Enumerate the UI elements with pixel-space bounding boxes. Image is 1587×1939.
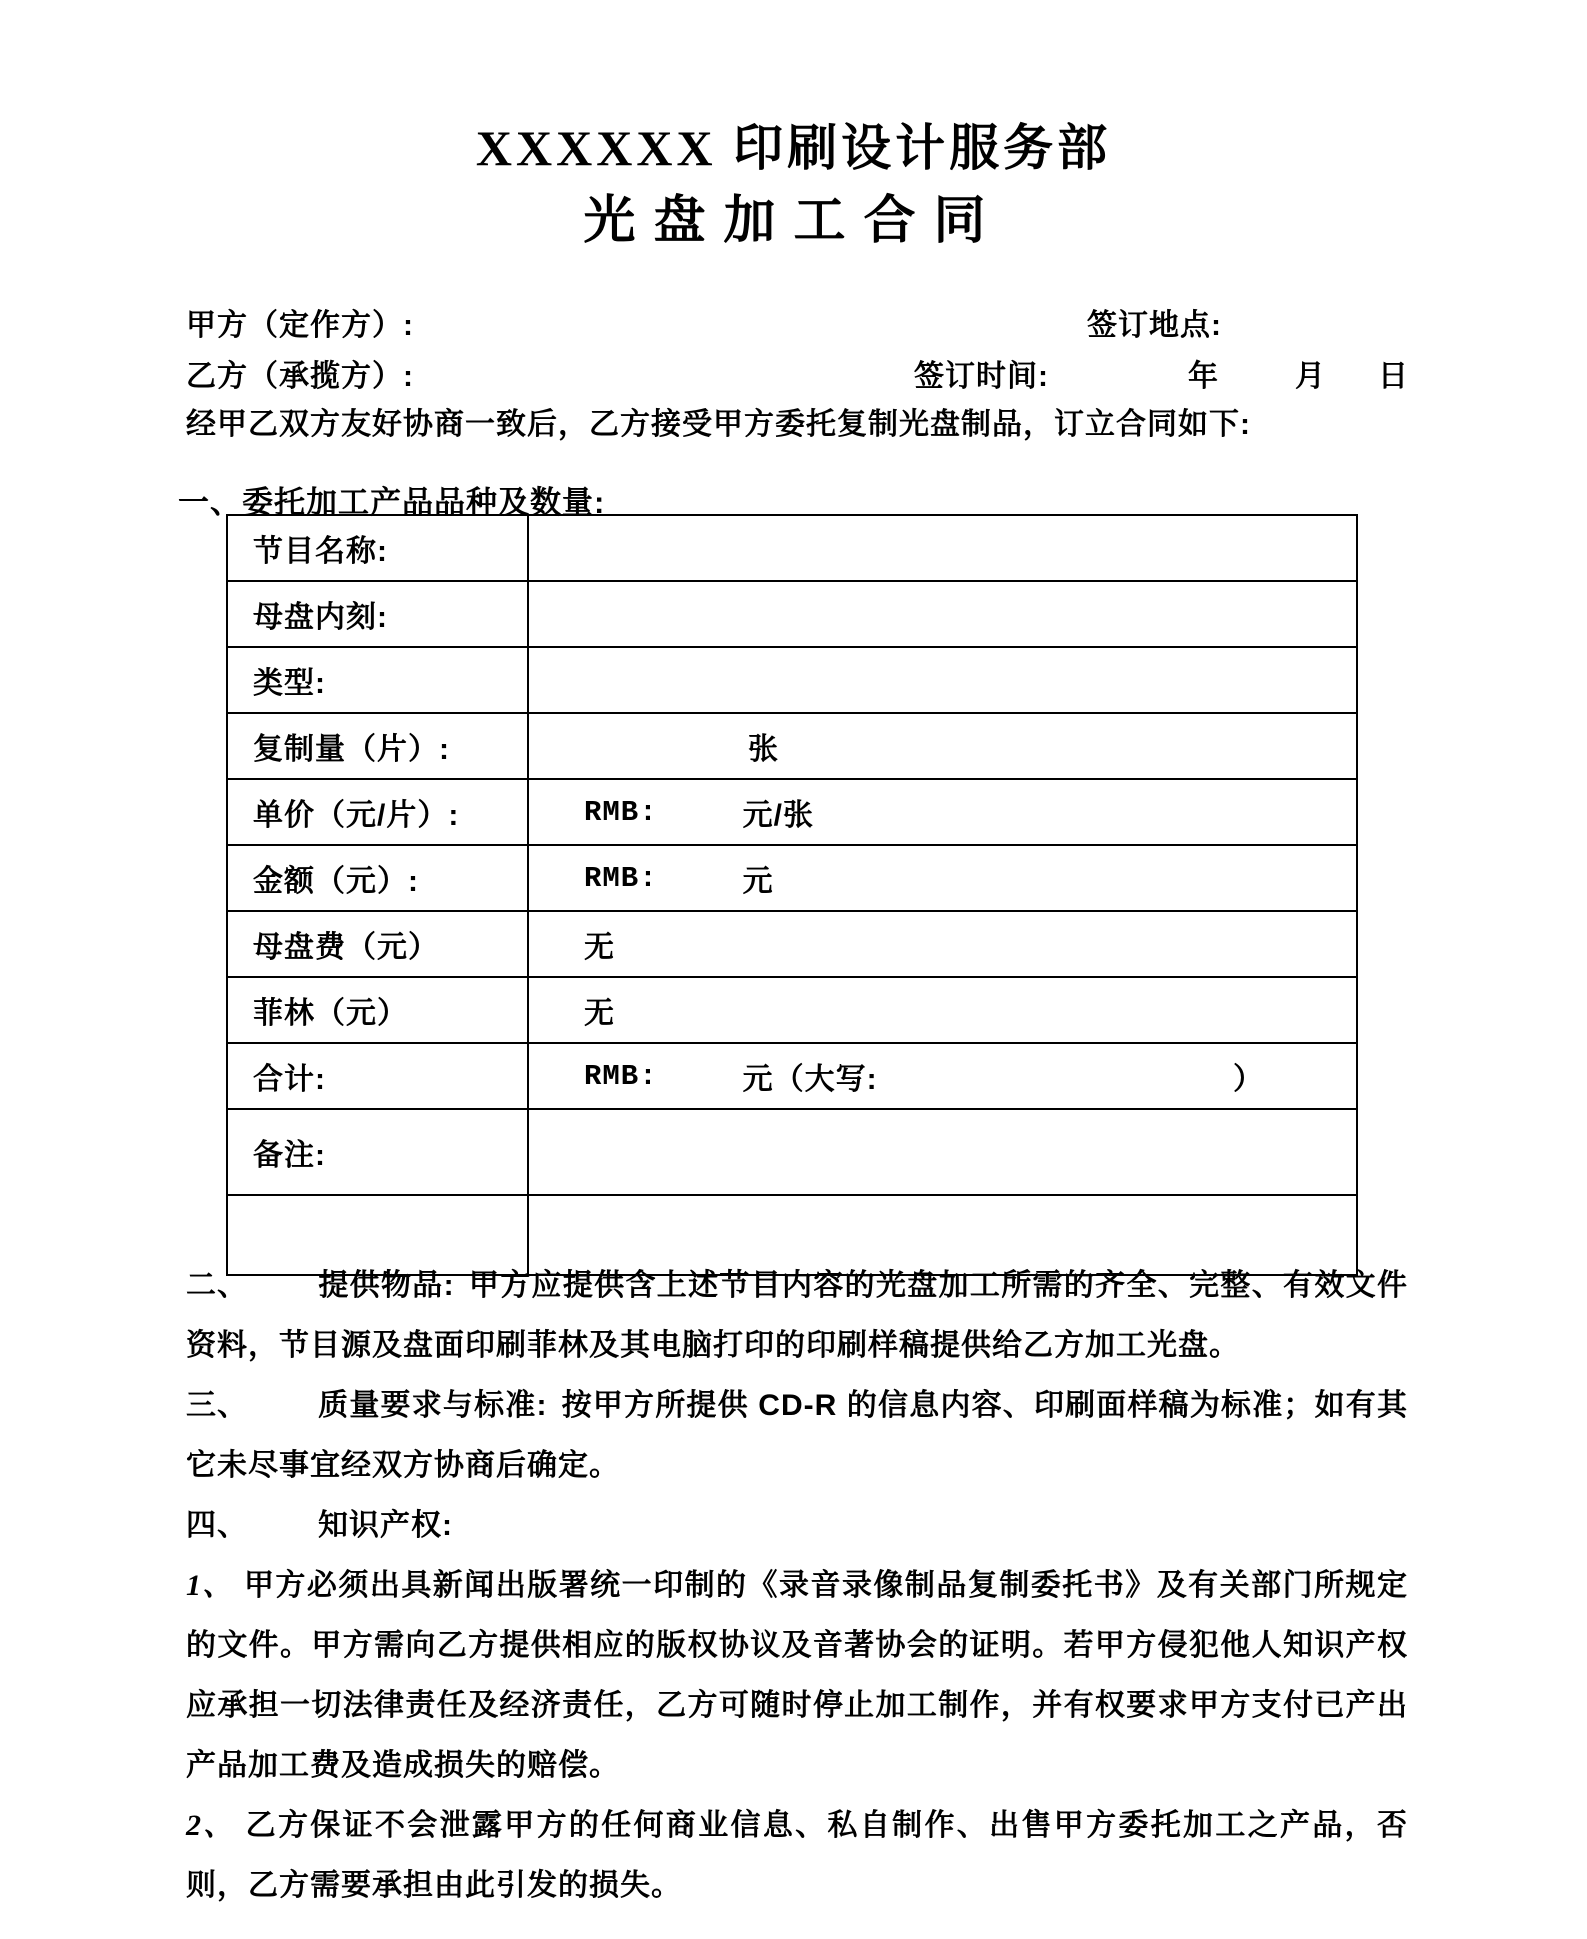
row-value xyxy=(529,780,1356,844)
section-4-label: 知识产权: xyxy=(318,1509,453,1542)
section-2-text: 甲方应提供含上述节目内容的光盘加工所需的齐全、完整、有效文件资料，节目源及盘面印刷菲林及其电脑打印的印刷样稿提供给乙方加工光盘。 xyxy=(186,1269,1408,1362)
row-value-blank xyxy=(529,648,1356,712)
section-2-label: 提供物品: xyxy=(318,1269,455,1302)
section-2-clause xyxy=(186,1256,1408,1376)
day-label: 日 xyxy=(1378,360,1409,393)
item-2-text: 乙方保证不会泄露甲方的任何商业信息、私自制作、出售甲方委托加工之产品，否则，乙方需要承担由此引发的损失。 xyxy=(186,1809,1409,1902)
row-value-blank xyxy=(529,516,1356,580)
item-2-number: 2、 xyxy=(186,1809,236,1842)
sign-time-label: 签订时间: xyxy=(914,360,1049,393)
rmb-label: RMB: xyxy=(584,795,658,829)
row-label: 金额（元）: xyxy=(228,846,529,910)
row-value xyxy=(529,714,1356,778)
year-label: 年 xyxy=(1188,360,1219,393)
row-value-blank xyxy=(529,1110,1356,1194)
row-value xyxy=(529,978,1356,1042)
table-row-master-fee xyxy=(228,910,1356,976)
table-row-type xyxy=(228,646,1356,712)
row-label: 菲林（元） xyxy=(228,978,529,1042)
close-paren: ） xyxy=(1233,1063,1264,1096)
table-row-amount xyxy=(228,844,1356,910)
section-4-heading xyxy=(186,1496,1408,1556)
unit-zhang: 张 xyxy=(748,733,779,766)
party-a-label: 甲方（定作方）: xyxy=(186,309,414,342)
row-value xyxy=(529,912,1356,976)
currency-unit-capital: 元（大写: xyxy=(742,1063,878,1096)
intro-text: 经甲乙双方友好协商一致后，乙方接受甲方委托复制光盘制品，订立合同如下: xyxy=(186,408,1251,441)
table-row-film-fee xyxy=(228,976,1356,1042)
table-row-copy-quantity xyxy=(228,712,1356,778)
item-1-number: 1、 xyxy=(186,1569,234,1602)
item-1-text: 甲方必须出具新闻出版署统一印制的《录音录像制品复制委托书》及有关部门所规定的文件。甲方需向乙方提供相应的版权协议及音著协会的证明。若甲方侵犯他人知识产权应承担一切法律责任及经济责任，乙方可随时停止加工制作，并有权要求甲方支付已产出产品加工费及造成损失的赔偿。 xyxy=(186,1569,1409,1782)
table-row-program-name xyxy=(228,516,1356,580)
row-label: 单价（元/片）: xyxy=(228,780,529,844)
table-row-total xyxy=(228,1042,1356,1108)
row-label: 节目名称: xyxy=(228,516,529,580)
month-label: 月 xyxy=(1295,360,1326,393)
none-value: 无 xyxy=(584,997,615,1030)
document-title: 光盘加工合同 xyxy=(583,193,1004,250)
table-row-remarks xyxy=(228,1108,1356,1194)
section-4-item-1 xyxy=(186,1556,1408,1796)
section-4-item-2 xyxy=(186,1796,1408,1916)
row-label: 类型: xyxy=(228,648,529,712)
table-row-unit-price xyxy=(228,778,1356,844)
row-label: 母盘内刻: xyxy=(228,582,529,646)
section-3-label: 质量要求与标准: xyxy=(318,1389,548,1422)
section-2-number: 二、 xyxy=(186,1269,248,1302)
section-3-clause xyxy=(186,1376,1408,1496)
currency-unit: 元 xyxy=(742,865,774,898)
rmb-label: RMB: xyxy=(584,1059,658,1093)
organization-title: XXXXXX 印刷设计服务部 xyxy=(475,120,1112,176)
none-value: 无 xyxy=(584,931,615,964)
row-label: 合计: xyxy=(228,1044,529,1108)
row-value-blank xyxy=(529,582,1356,646)
row-label: 母盘费（元） xyxy=(228,912,529,976)
row-label: 复制量（片）: xyxy=(228,714,529,778)
section-3-text: 按甲方所提供 CD-R 的信息内容、印刷面样稿为标准；如有其它未尽事宜经双方协商后确定。 xyxy=(186,1389,1408,1482)
row-value xyxy=(529,846,1356,910)
sign-place-label: 签订地点: xyxy=(1087,309,1222,342)
table-row-master-engraving xyxy=(228,580,1356,646)
section-4-number: 四、 xyxy=(186,1509,248,1542)
products-table xyxy=(226,514,1358,1276)
contract-clauses xyxy=(186,1256,1408,1916)
row-value xyxy=(529,1044,1356,1108)
party-b-label: 乙方（承揽方）: xyxy=(186,360,414,393)
row-label: 备注: xyxy=(228,1110,529,1194)
rmb-label: RMB: xyxy=(584,861,658,895)
section1-heading: 一、委托加工产品品种及数量: xyxy=(178,485,606,520)
section-3-number: 三、 xyxy=(186,1389,248,1422)
currency-unit: 元/张 xyxy=(742,799,814,832)
